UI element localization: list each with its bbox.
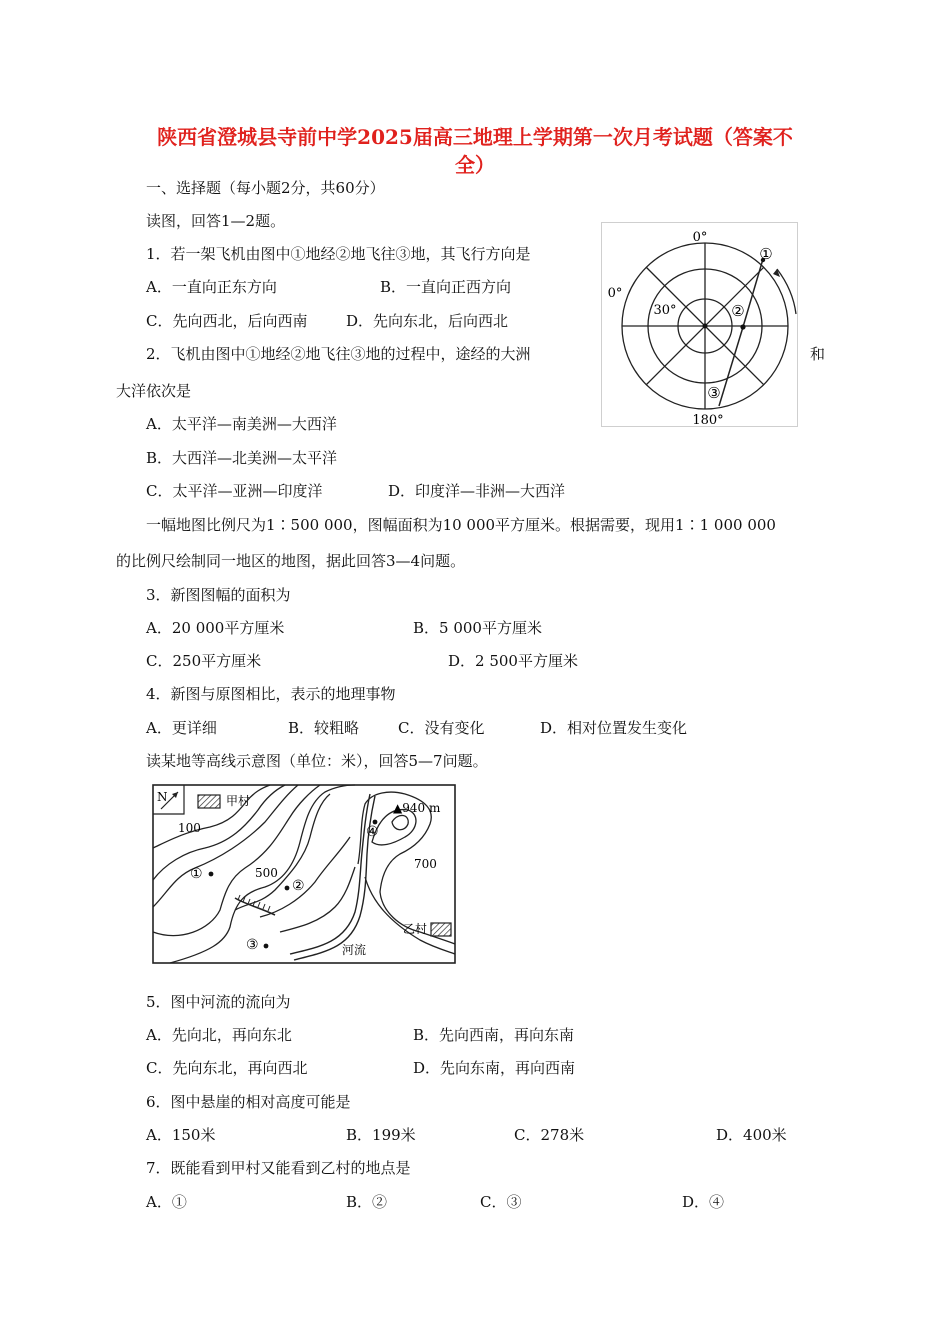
title-line-1: 陕西省澄城县寺前中学2025届高三地理上学期第一次月考试题（答案不 — [157, 125, 793, 149]
q2-option-b: B．大西洋—北美洲—太平洋 — [146, 449, 338, 467]
point-3-label: ③ — [246, 937, 259, 953]
intro-2-line-1: 一幅地图比例尺为1∶500 000，图幅面积为10 000平方厘米。根据需要，现用1∶1 000 000 — [146, 516, 776, 534]
q4-option-c: C．没有变化 — [398, 719, 485, 737]
q7-option-d: D．④ — [682, 1193, 725, 1211]
point-2-label: ② — [731, 302, 745, 320]
q2-option-a: A．太平洋—南美洲—大西洋 — [146, 415, 337, 433]
label-0-left: 0° — [607, 286, 623, 301]
village-a-label: 甲村 — [226, 794, 251, 808]
q6-stem: 6．图中悬崖的相对高度可能是 — [146, 1093, 351, 1111]
q2-option-c: C．太平洋—亚洲—印度洋 — [146, 482, 323, 500]
q5-option-b: B．先向西南，再向东南 — [413, 1026, 575, 1044]
q4-stem: 4．新图与原图相比，表示的地理事物 — [146, 685, 396, 703]
q2-stem-tail: 和 — [810, 345, 826, 363]
river-label: 河流 — [342, 943, 367, 957]
point-3-label: ③ — [707, 384, 721, 402]
q1-option-d: D．先向东北，后向西北 — [346, 312, 509, 330]
q5-stem: 5．图中河流的流向为 — [146, 993, 291, 1011]
contour-700-label: 700 — [414, 857, 437, 871]
contour-map — [150, 782, 458, 969]
q3-option-a: A．20 000平方厘米 — [146, 619, 285, 637]
q6-option-a: A．150米 — [146, 1126, 216, 1144]
q6-option-d: D．400米 — [716, 1126, 787, 1144]
intro-3: 读某地等高线示意图（单位：米），回答5—7问题。 — [146, 752, 488, 770]
q4-option-b: B．较粗略 — [288, 719, 360, 737]
q3-option-b: B．5 000平方厘米 — [413, 619, 542, 637]
label-180: 180° — [692, 413, 724, 427]
q2-stem: 2．飞机由图中①地经②地飞往③地的过程中，途经的大洲 — [146, 345, 531, 363]
q5-option-c: C．先向东北，再向西北 — [146, 1059, 308, 1077]
q1-stem: 1．若一架飞机由图中①地经②地飞往③地，其飞行方向是 — [146, 245, 531, 263]
q7-option-a: A．① — [146, 1193, 187, 1211]
point-1-label: ① — [190, 866, 203, 882]
q3-stem: 3．新图图幅的面积为 — [146, 586, 291, 604]
title-line-2: 全） — [455, 153, 495, 177]
point-4-label: ④ — [366, 824, 379, 840]
north-arrow-label: N — [157, 790, 168, 804]
q5-option-d: D．先向东南，再向西南 — [413, 1059, 576, 1077]
section-heading: 一、选择题（每小题2分，共60分） — [146, 179, 385, 197]
q3-option-d: D．2 500平方厘米 — [448, 652, 578, 670]
q4-option-a: A．更详细 — [146, 719, 217, 737]
q7-stem: 7．既能看到甲村又能看到乙村的地点是 — [146, 1159, 411, 1177]
label-30: 30° — [653, 303, 677, 318]
q1-option-b: B．一直向正西方向 — [380, 278, 512, 296]
q6-option-b: B．199米 — [346, 1126, 416, 1144]
point-1-label: ① — [759, 245, 773, 263]
label-0-top: 0° — [692, 230, 708, 245]
q5-option-a: A．先向北，再向东北 — [146, 1026, 292, 1044]
q3-option-c: C．250平方厘米 — [146, 652, 262, 670]
village-b-label: 乙村 — [403, 922, 428, 936]
point-2-label: ② — [292, 878, 305, 894]
intro-2-line-2: 的比例尺绘制同一地区的地图，据此回答3—4问题。 — [116, 552, 466, 570]
intro-1: 读图，回答1—2题。 — [146, 212, 286, 230]
contour-500-label: 500 — [255, 866, 278, 880]
q2-stem-continued: 大洋依次是 — [116, 382, 192, 400]
q7-option-b: B．② — [346, 1193, 388, 1211]
q4-option-d: D．相对位置发生变化 — [540, 719, 688, 737]
contour-100-label: 100 — [178, 821, 201, 835]
q2-option-d: D．印度洋—非洲—大西洋 — [388, 482, 566, 500]
q6-option-c: C．278米 — [514, 1126, 585, 1144]
q7-option-c: C．③ — [480, 1193, 522, 1211]
polar-projection-map — [601, 222, 798, 427]
q1-option-a: A．一直向正东方向 — [146, 278, 277, 296]
q1-option-c: C．先向西北，后向西南 — [146, 312, 308, 330]
peak-label: ▲940 m — [393, 801, 441, 815]
